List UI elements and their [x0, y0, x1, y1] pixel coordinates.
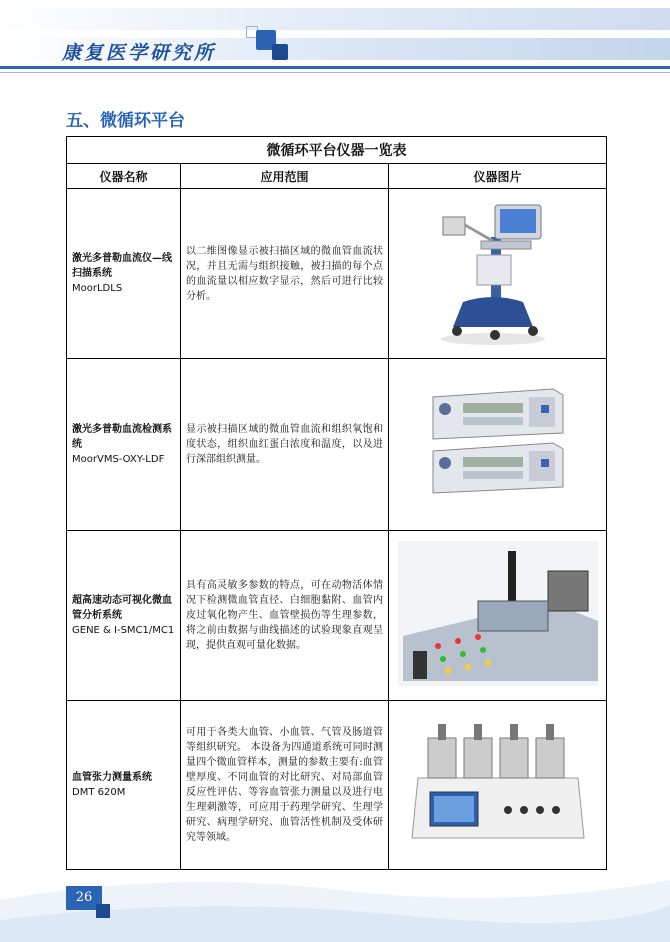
- instrument-model: MoorLDLS: [72, 283, 123, 294]
- page-header: [0, 0, 670, 95]
- instrument-description: 可用于各类大血管、小血管、气管及肠道管等组织研究。 本设备为四通道系统可同时测量四个微血管样本，测量的参数主要有:血管壁厚度、不同血管的对比研究、对局部血管反应性评估、等容血管张力测量以及进行电生理刺激等，可应用于药理学研究、生理学研究、病理学研究、血管活性机制及受体研究等领域。: [181, 701, 389, 870]
- instrument-name-cell: [67, 189, 181, 359]
- column-header-name: 仪器名称: [67, 164, 181, 189]
- instrument-image-cell: [389, 531, 607, 701]
- section-title: 五、微循环平台: [66, 111, 185, 131]
- table-row: [67, 189, 607, 359]
- instrument-name: 血管张力测量系统: [72, 772, 152, 783]
- institute-brand: 康复医学研究所: [62, 42, 217, 64]
- header-stripe: [0, 8, 670, 30]
- instrument-name: 激光多普勒血流检测系统: [72, 424, 172, 450]
- instrument-model: MoorVMS-OXY-LDF: [72, 454, 165, 465]
- laser-doppler-line-scanner-photo: [433, 197, 563, 347]
- instrument-image-cell: [389, 189, 607, 359]
- instrument-name: 超高速动态可视化微血管分析系统: [72, 595, 172, 621]
- instrument-description: 显示被扫描区域的微血管血流和组织氧饱和度状态，组织血红蛋白浓度和温度，以及进行深部组织测量。: [181, 359, 389, 531]
- instrument-description: 具有高灵敏多参数的特点，可在动物活体情况下检测微血管直径、白细胞黏附、血管内皮过氧化物产生、血管壁损伤等生理参数，将之前由数据与曲线描述的试验现象直观呈现，提供直观可量化数据。: [181, 531, 389, 701]
- table-caption: 微循环平台仪器一览表: [67, 137, 607, 164]
- header-square-dark: [272, 44, 288, 60]
- table-row: [67, 359, 607, 531]
- header-rule-thin: [0, 72, 670, 73]
- column-header-scope: 应用范围: [181, 164, 389, 189]
- page-number-square: [96, 904, 110, 918]
- instrument-description: 以二维图像显示被扫描区域的微血管血流状况，并且无需与组织接触，被扫描的每个点的血流量以相应数字显示，然后可进行比较分析。: [181, 189, 389, 359]
- dmt-620m-myograph-photo: [408, 718, 588, 848]
- instrument-model: DMT 620M: [72, 787, 126, 798]
- instrument-model: GENE & I-SMC1/MC1: [72, 625, 175, 636]
- table-row: [67, 531, 607, 701]
- instrument-image-cell: [389, 359, 607, 531]
- microvessel-analysis-rig-photo: [398, 541, 598, 686]
- instrument-name-cell: [67, 359, 181, 531]
- page-number: 26: [66, 886, 102, 910]
- instrument-table: [66, 136, 607, 870]
- column-header-image: 仪器图片: [389, 164, 607, 189]
- moor-instruments-monitor-units-photo: [423, 383, 573, 503]
- header-rule: [0, 66, 670, 69]
- instrument-name-cell: [67, 531, 181, 701]
- instrument-image-cell: [389, 701, 607, 870]
- instrument-name-cell: [67, 701, 181, 870]
- instrument-name: 激光多普勒血流仪—线扫描系统: [72, 253, 172, 279]
- table-row: [67, 701, 607, 870]
